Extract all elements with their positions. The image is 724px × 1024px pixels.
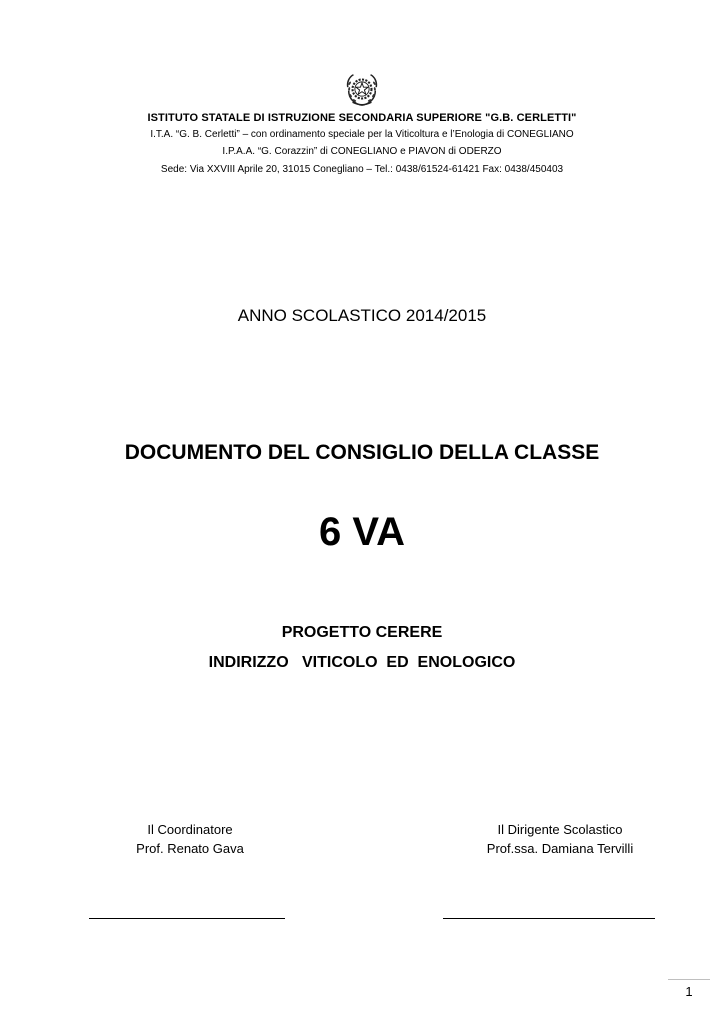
school-year: ANNO SCOLASTICO 2014/2015 <box>237 306 487 325</box>
principal-name: Prof.ssa. Damiana Tervilli <box>486 841 634 856</box>
coordinator-signature-block <box>100 822 280 856</box>
school-name: ISTITUTO STATALE DI ISTRUZIONE SECONDARIA SUPERIORE "G.B. CERLETTI" <box>147 112 577 124</box>
principal-role: Il Dirigente Scolastico <box>497 822 623 837</box>
coordinator-role: Il Coordinatore <box>147 822 233 837</box>
italian-republic-emblem-icon <box>343 70 381 108</box>
page-number: 1 <box>685 984 693 999</box>
coordinator-name: Prof. Renato Gava <box>136 841 244 856</box>
footer-divider <box>668 979 710 980</box>
school-address: Sede: Via XXVIII Aprile 20, 31015 Conegliano – Tel.: 0438/61524-61421 Fax: 0438/450403 <box>160 164 564 175</box>
principal-signature-block <box>460 822 660 856</box>
principal-signature-line <box>443 918 655 919</box>
document-title: DOCUMENTO DEL CONSIGLIO DELLA CLASSE <box>124 441 600 464</box>
course-address: INDIRIZZO VITICOLO ED ENOLOGICO <box>208 654 516 671</box>
school-branch-ipaa: I.P.A.A. “G. Corazzin” di CONEGLIANO e PIAVON di ODERZO <box>222 146 502 157</box>
coordinator-signature-line <box>89 918 285 919</box>
school-branch-ita: I.T.A. “G. B. Cerletti” – con ordinamento speciale per la Viticoltura e l’Enologia di CONEGLIANO <box>150 129 574 140</box>
class-code: 6 VA <box>319 510 405 554</box>
project-title: PROGETTO CERERE <box>281 624 443 641</box>
